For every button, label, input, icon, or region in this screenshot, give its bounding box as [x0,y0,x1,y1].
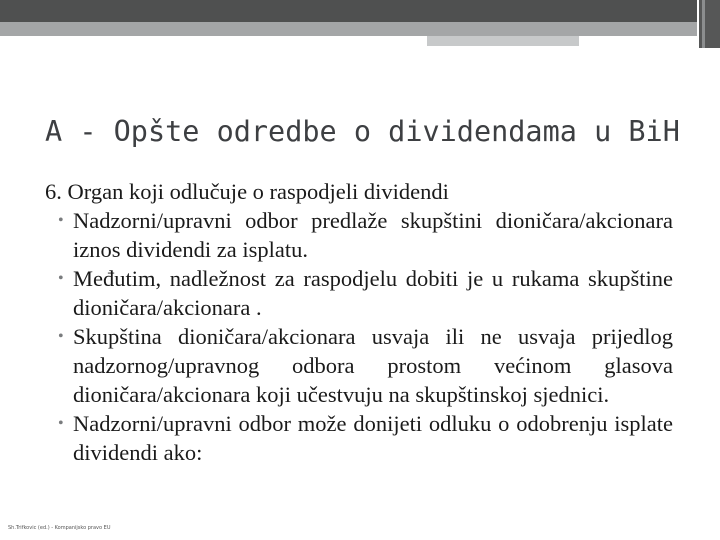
slide-body [45,177,673,467]
bullet-item [45,409,673,467]
header-band-dark [0,0,697,22]
slide-title: A - Opšte odredbe o dividendama u BiH [45,115,680,148]
lead-point: 6. Organ koji odlučuje o raspodjeli dividendi [45,179,449,204]
bullet-item [45,206,673,264]
bullet-list [45,206,673,467]
bullet-text: Skupština dioničara/akcionara usvaja ili ne usvaja prijedlog nadzornog/upravnog odbora prostom većinom glasova dioničara/akcionara koji učestvuju na skupštinskoj sjednici. [73,324,673,407]
bullet-item [45,322,673,409]
bullet-icon: • [58,212,64,229]
bullet-item [45,264,673,322]
bullet-icon: • [58,328,64,345]
header-accent-bar [427,36,579,46]
corner-decoration-stripe [702,0,705,48]
slide-footer: Sh.Trifkovic (ed.) - Kompanijsko pravo EU [8,525,111,531]
bullet-icon: • [58,415,64,432]
bullet-text: Nadzorni/upravni odbor predlaže skupštini dioničara/akcionara iznos dividendi za isplatu. [73,208,673,262]
header-band-light [0,22,697,36]
bullet-text: Nadzorni/upravni odbor može donijeti odluku o odobrenju isplate dividendi ako: [73,411,673,465]
bullet-icon: • [58,270,64,287]
bullet-text: Međutim, nadležnost za raspodjelu dobiti je u rukama skupštine dioničara/akcionara . [73,266,673,320]
